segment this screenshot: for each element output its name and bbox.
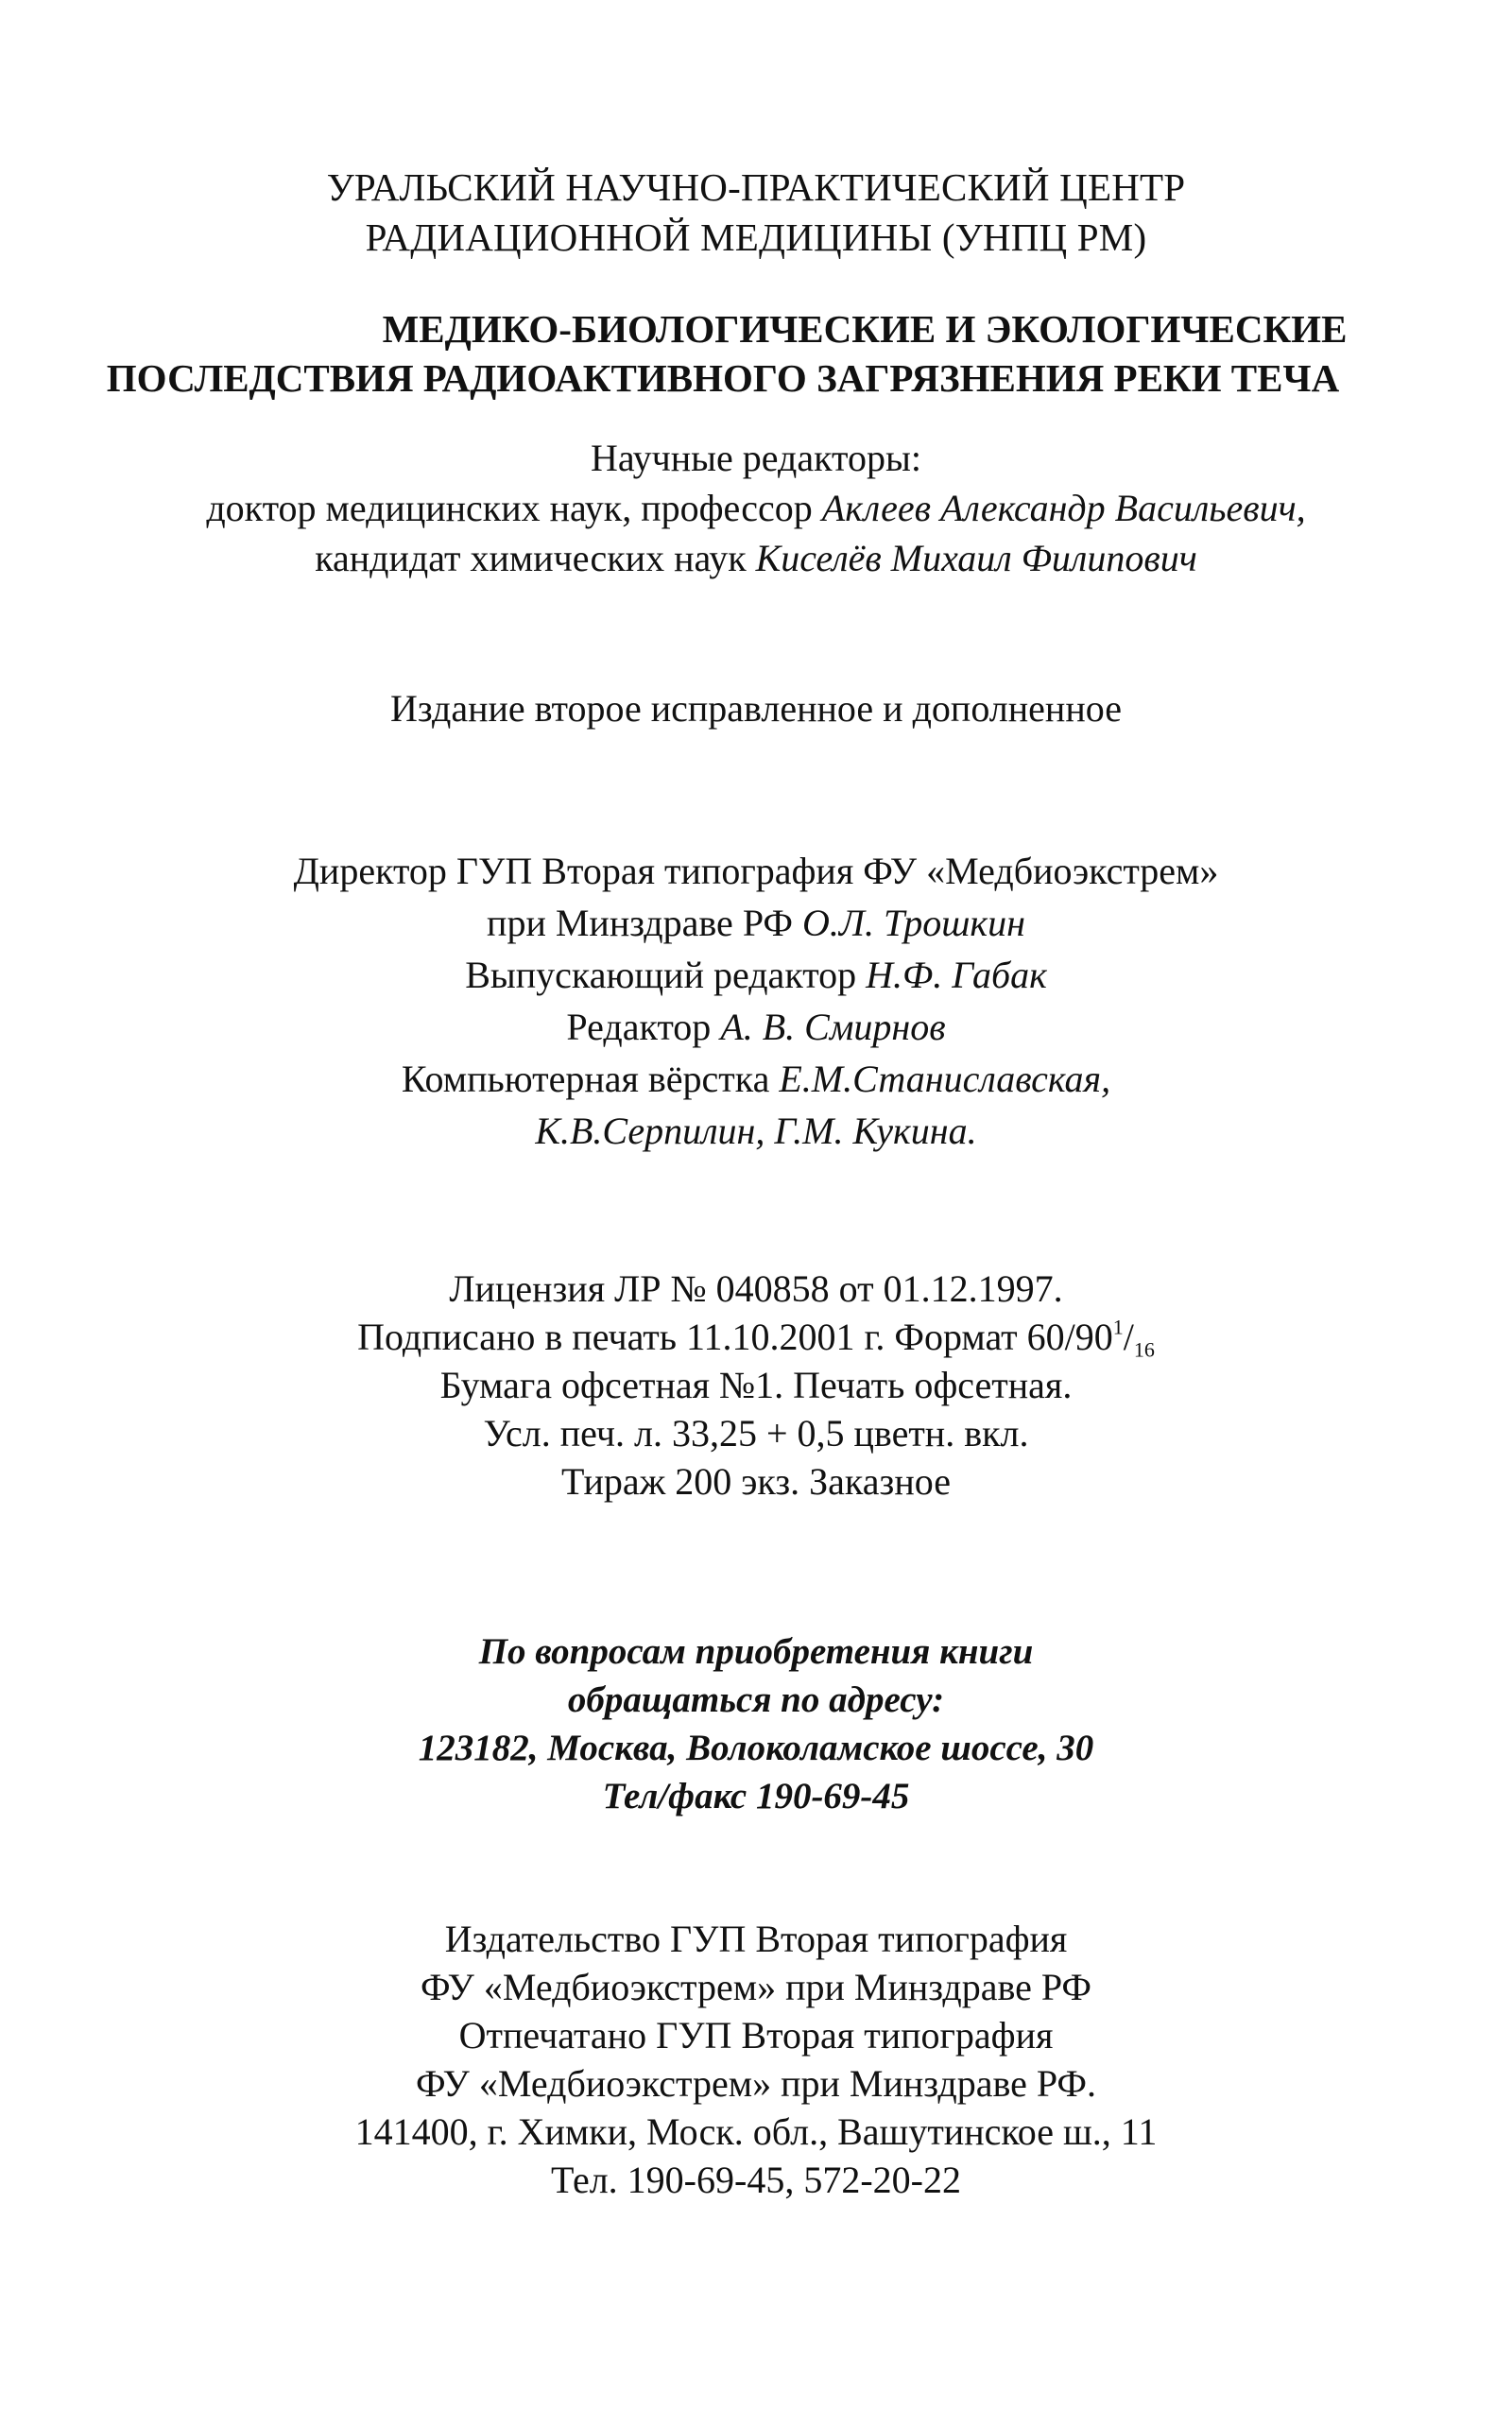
- order-line-2: обращаться по адресу:: [567, 1679, 945, 1720]
- book-title: [0, 304, 1512, 403]
- release-editor-line: [0, 949, 1512, 1001]
- layout-line: [0, 1053, 1512, 1105]
- edition-note: [0, 684, 1512, 733]
- paper-line: Бумага офсетная №1. Печать офсетная.: [439, 1364, 1073, 1406]
- editor-1-name: Аклеев Александр Васильевич,: [821, 487, 1306, 529]
- format-superscript: 1: [1112, 1315, 1124, 1339]
- production-staff: [0, 845, 1512, 1157]
- organization-line-2: РАДИАЦИОННОЙ МЕДИЦИНЫ (УНПЦ РМ): [365, 215, 1147, 259]
- printer-address: 141400, г. Химки, Моск. обл., Вашутинское ш., 11: [354, 2110, 1158, 2153]
- editors-heading: Научные редакторы:: [591, 437, 921, 479]
- editor-2: [0, 533, 1512, 583]
- editor-1-role: доктор медицинских наук, профессор: [206, 487, 822, 529]
- format-slash: /: [1123, 1316, 1134, 1358]
- director-line: Директор ГУП Вторая типография ФУ «Медбиоэкстрем»: [293, 850, 1219, 892]
- editor-2-name: Киселёв Михаил Филипович: [755, 537, 1197, 579]
- editor-line: [0, 1001, 1512, 1053]
- organization-header: [0, 163, 1512, 263]
- organization-line-1: УРАЛЬСКИЙ НАУЧНО-ПРАКТИЧЕСКИЙ ЦЕНТР: [326, 165, 1186, 209]
- printer-line-1: Отпечатано ГУП Вторая типография: [458, 2014, 1054, 2057]
- layout-label: Компьютерная вёрстка: [401, 1058, 780, 1100]
- order-line-1: По вопросам приобретения книги: [478, 1631, 1034, 1672]
- editor-2-role: кандидат химических наук: [315, 537, 756, 579]
- sheets-line: Усл. печ. л. 33,25 + 0,5 цветн. вкл.: [483, 1412, 1029, 1455]
- publisher-info: [0, 1915, 1512, 2204]
- title-line-2: ПОСЛЕДСТВИЯ РАДИОАКТИВНОГО ЗАГРЯЗНЕНИЯ РЕКИ ТЕЧА: [106, 356, 1340, 400]
- publisher-line-1: Издательство ГУП Вторая типография: [444, 1918, 1068, 1960]
- printer-phone: Тел. 190-69-45, 572-20-22: [551, 2159, 961, 2201]
- print-format-prefix: Подписано в печать 11.10.2001 г. Формат 60/90: [357, 1316, 1113, 1358]
- format-subscript: 16: [1133, 1337, 1155, 1362]
- layout-name-1: Е.М.Станиславская,: [779, 1058, 1111, 1100]
- order-info: [0, 1627, 1512, 1820]
- director-name-line: [0, 897, 1512, 949]
- order-address: 123182, Москва, Волоколамское шоссе, 30: [418, 1728, 1094, 1768]
- order-phone: Тел/факс 190-69-45: [602, 1776, 910, 1816]
- printer-line-2: ФУ «Медбиоэкстрем» при Минздраве РФ.: [415, 2062, 1097, 2105]
- circulation-line: Тираж 200 экз. Заказное: [561, 1460, 951, 1503]
- print-format-line: [0, 1313, 1512, 1361]
- layout-names-2: К.В.Серпилин, Г.М. Кукина.: [535, 1110, 977, 1152]
- editor-name: А. В. Смирнов: [720, 1006, 946, 1048]
- director-line-prefix: при Минздраве РФ: [487, 902, 802, 944]
- license-line: Лицензия ЛР № 040858 от 01.12.1997.: [449, 1267, 1063, 1310]
- scientific-editors: [0, 433, 1512, 583]
- edition-text: Издание второе исправленное и дополненное: [390, 687, 1122, 730]
- release-editor-name: Н.Ф. Габак: [866, 954, 1047, 996]
- publisher-line-2: ФУ «Медбиоэкстрем» при Минздраве РФ: [420, 1966, 1092, 2008]
- editor-1: [0, 483, 1512, 533]
- release-editor-label: Выпускающий редактор: [465, 954, 867, 996]
- director-name: О.Л. Трошкин: [801, 902, 1025, 944]
- editor-label: Редактор: [566, 1006, 721, 1048]
- title-line-1: МЕДИКО-БИОЛОГИЧЕСКИЕ И ЭКОЛОГИЧЕСКИЕ: [382, 307, 1348, 351]
- license-info: [0, 1265, 1512, 1506]
